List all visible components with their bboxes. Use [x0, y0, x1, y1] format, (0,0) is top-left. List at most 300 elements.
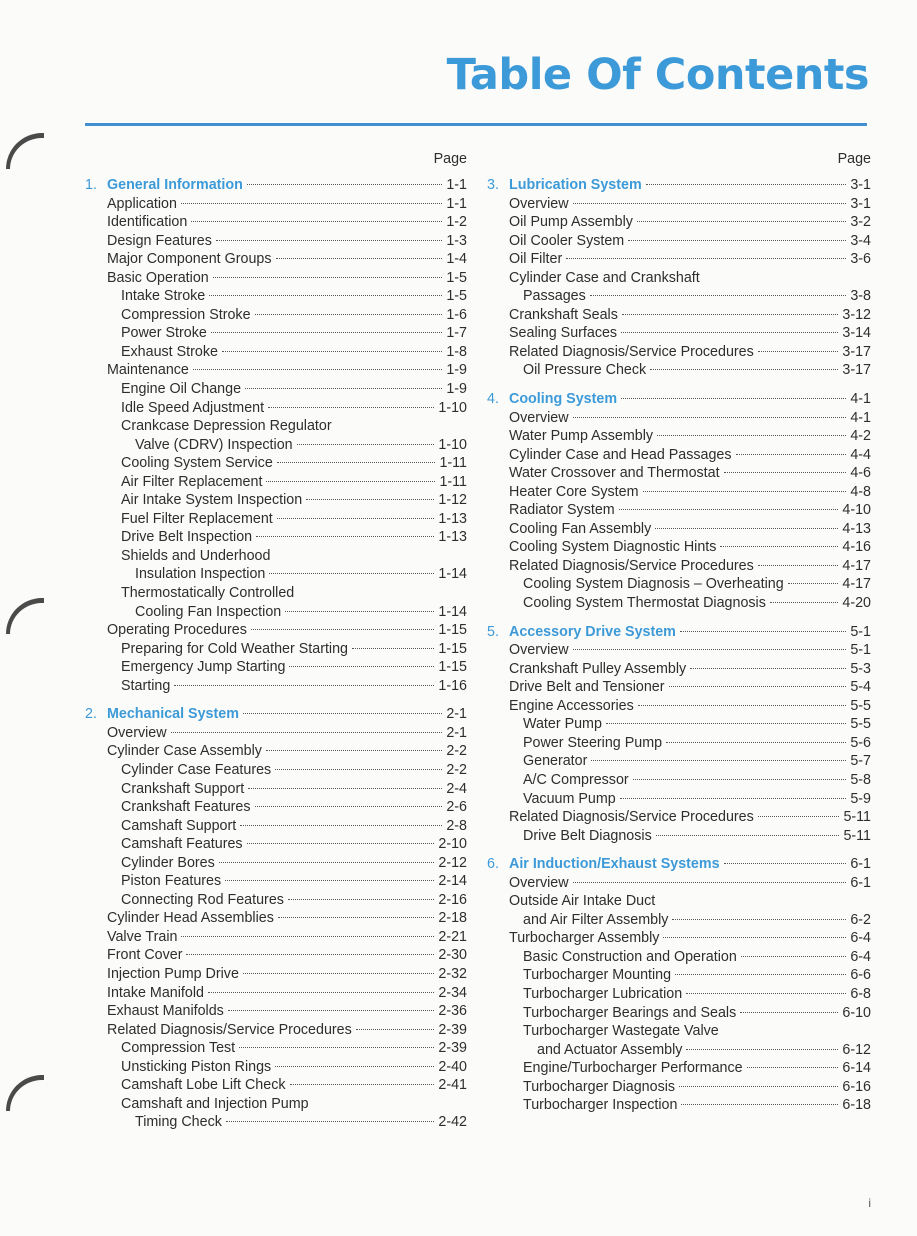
entry-page: 4-13 [842, 520, 871, 537]
toc-entry[interactable] [487, 250, 871, 269]
entry-label: Crankshaft Support [121, 780, 245, 797]
dot-leader [770, 602, 838, 603]
toc-section-heading[interactable] [85, 705, 467, 724]
entry-page: 1-6 [446, 306, 467, 323]
entry-page: 3-1 [850, 177, 871, 193]
dot-leader [646, 184, 847, 185]
toc-entry[interactable] [487, 715, 871, 734]
toc-entry[interactable] [85, 306, 467, 325]
dot-leader [268, 407, 434, 408]
toc-entry[interactable] [487, 213, 871, 232]
entry-label: Idle Speed Adjustment [121, 399, 265, 416]
entry-label: Crankshaft Features [121, 799, 251, 816]
entry-page: 2-2 [446, 743, 467, 760]
dot-leader [297, 444, 435, 445]
toc-entry[interactable] [487, 557, 871, 576]
entry-page: 2-32 [438, 965, 467, 982]
entry-label: Timing Check [135, 1114, 222, 1131]
binder-hole-top [6, 133, 44, 169]
toc-entry[interactable] [85, 250, 467, 269]
toc-entry[interactable] [85, 798, 467, 817]
entry-label: Turbocharger Bearings and Seals [523, 1004, 737, 1021]
entry-page: 3-12 [842, 306, 871, 323]
toc-entry[interactable] [487, 929, 871, 948]
entry-label: Engine Accessories [509, 697, 634, 714]
toc-entry[interactable] [487, 678, 871, 697]
dot-leader [573, 203, 847, 204]
entry-label: Turbocharger Mounting [523, 967, 672, 984]
dot-leader [208, 992, 434, 993]
entry-label: Crankshaft Seals [509, 306, 618, 323]
dot-leader [186, 954, 434, 955]
dot-leader [211, 332, 443, 333]
entry-label: Thermostatically Controlled [121, 585, 295, 602]
entry-label: Overview [509, 195, 569, 212]
dot-leader [239, 1047, 434, 1048]
entry-page: 4-4 [850, 446, 871, 463]
entry-page: 1-11 [439, 455, 467, 472]
entry-page: 1-16 [438, 677, 467, 694]
entry-page: 5-9 [850, 790, 871, 807]
dot-leader [720, 546, 838, 547]
entry-page: 1-5 [446, 269, 467, 286]
entry-page: 1-2 [446, 214, 467, 231]
toc-entry[interactable] [85, 1076, 467, 1095]
entry-page: 4-8 [850, 483, 871, 500]
toc-entry[interactable] [487, 1059, 871, 1078]
dot-leader [758, 351, 839, 352]
dot-leader [788, 583, 839, 584]
entry-label: Valve Train [107, 928, 178, 945]
entry-page: 1-8 [446, 343, 467, 360]
entry-page: 6-6 [850, 967, 871, 984]
entry-label: Fuel Filter Replacement [121, 510, 273, 527]
entry-page: 1-14 [438, 566, 467, 583]
toc-entry[interactable] [487, 1004, 871, 1023]
entry-label: Related Diagnosis/Service Procedures [509, 343, 754, 360]
toc-entry[interactable] [487, 520, 871, 539]
entry-page: 3-17 [842, 343, 871, 360]
entry-label: Injection Pump Drive [107, 965, 239, 982]
dot-leader [277, 462, 436, 463]
toc-entry[interactable] [85, 658, 467, 677]
toc-entry[interactable] [487, 324, 871, 343]
dot-leader [181, 936, 434, 937]
toc-entry[interactable] [487, 1096, 871, 1115]
entry-page: 2-1 [446, 724, 467, 741]
page-column-header: Page [433, 151, 467, 167]
entry-page: 1-10 [438, 399, 467, 416]
entry-label: Water Crossover and Thermostat [509, 465, 720, 482]
toc-section [487, 390, 871, 613]
entry-page: 5-1 [850, 642, 871, 659]
section-title: General Information [107, 177, 243, 193]
toc-entry[interactable] [487, 501, 871, 520]
entry-page: 4-1 [850, 409, 871, 426]
dot-leader [248, 788, 442, 789]
entry-label: Related Diagnosis/Service Procedures [107, 1021, 352, 1038]
entry-page: 5-5 [850, 716, 871, 733]
toc-section [85, 176, 467, 695]
toc-entry[interactable] [487, 195, 871, 214]
toc-entry[interactable] [85, 473, 467, 492]
entry-page: 1-11 [439, 473, 467, 490]
entry-page: 3-2 [850, 214, 871, 231]
dot-leader [193, 369, 442, 370]
entry-label: Oil Filter [509, 251, 563, 268]
entry-page: 4-17 [842, 557, 871, 574]
entry-page: 5-11 [843, 809, 871, 826]
entry-page: 2-1 [446, 706, 467, 723]
entry-label: Intake Manifold [107, 984, 204, 1001]
dot-leader [278, 917, 435, 918]
dot-leader [276, 258, 443, 259]
entry-label: Basic Operation [107, 269, 209, 286]
section-number: 6. [487, 856, 499, 873]
toc-entry[interactable] [85, 324, 467, 343]
dot-leader [621, 332, 838, 333]
toc-entry[interactable] [487, 287, 871, 306]
section-number: 4. [487, 391, 499, 408]
entry-page: 4-2 [850, 428, 871, 445]
toc-entry[interactable] [487, 985, 871, 1004]
dot-leader [226, 1121, 435, 1122]
toc-entry[interactable] [487, 409, 871, 428]
dot-leader [637, 221, 846, 222]
toc-entry[interactable] [487, 1041, 871, 1060]
section-number: 2. [85, 706, 97, 723]
entry-label: Major Component Groups [107, 251, 272, 268]
dot-leader [171, 732, 443, 733]
entry-label: Cooling Fan Inspection [135, 603, 282, 620]
entry-label: Turbocharger Inspection [523, 1097, 678, 1114]
dot-leader [650, 369, 838, 370]
dot-leader [225, 880, 434, 881]
entry-page: 6-1 [850, 856, 871, 873]
toc-entry[interactable] [85, 872, 467, 891]
entry-label: Cylinder Head Assemblies [107, 910, 274, 927]
entry-label: Piston Features [121, 873, 222, 890]
toc-entry[interactable] [487, 966, 871, 985]
entry-label: Oil Pressure Check [523, 362, 647, 379]
dot-leader [275, 769, 442, 770]
toc-column-left [85, 150, 467, 1132]
dot-leader [255, 806, 443, 807]
entry-label: Application [107, 195, 177, 212]
toc-section-heading[interactable] [487, 855, 871, 874]
toc-entry[interactable] [487, 1078, 871, 1097]
toc-entry[interactable] [487, 660, 871, 679]
toc-entry[interactable] [487, 361, 871, 380]
entry-label: Passages [523, 288, 586, 305]
toc-entry[interactable] [85, 1002, 467, 1021]
toc-entry[interactable] [85, 232, 467, 251]
toc-entry[interactable] [85, 1095, 467, 1114]
toc-section-heading[interactable] [487, 623, 871, 642]
dot-leader [619, 509, 839, 510]
toc-entry[interactable] [487, 306, 871, 325]
entry-label: Cylinder Case Assembly [107, 743, 262, 760]
toc-entry[interactable] [85, 510, 467, 529]
toc-entry[interactable] [85, 380, 467, 399]
toc-entry[interactable] [85, 436, 467, 455]
entry-label: Camshaft Support [121, 817, 237, 834]
toc-entry[interactable] [487, 446, 871, 465]
toc-entry[interactable] [85, 417, 467, 436]
toc-entry[interactable] [85, 454, 467, 473]
toc-entry[interactable] [487, 269, 871, 288]
entry-label: Emergency Jump Starting [121, 659, 286, 676]
dot-leader [740, 1012, 838, 1013]
entry-page: 5-7 [850, 753, 871, 770]
dot-leader [240, 825, 442, 826]
dot-leader [181, 203, 442, 204]
toc-entry[interactable] [85, 213, 467, 232]
dot-leader [724, 472, 847, 473]
toc-entry[interactable] [85, 195, 467, 214]
toc-section [85, 705, 467, 1132]
toc-entry[interactable] [487, 752, 871, 771]
entry-page: 4-17 [842, 576, 871, 593]
toc-entry[interactable] [85, 1058, 467, 1077]
entry-label: Camshaft Features [121, 836, 243, 853]
entry-label: Sealing Surfaces [509, 325, 618, 342]
entry-page: 1-9 [446, 362, 467, 379]
entry-label: Crankcase Depression Regulator [121, 418, 332, 435]
dot-leader [247, 843, 435, 844]
entry-label: Oil Cooler System [509, 232, 625, 249]
toc-entry[interactable] [85, 269, 467, 288]
entry-label: Cylinder Case and Head Passages [509, 446, 732, 463]
dot-leader [285, 611, 434, 612]
entry-label: Identification [107, 214, 188, 231]
toc-entry[interactable] [85, 909, 467, 928]
toc-list-left [85, 176, 467, 1132]
dot-leader [758, 816, 840, 817]
toc-entry[interactable] [487, 575, 871, 594]
entry-page: 6-4 [850, 930, 871, 947]
toc-entry[interactable] [487, 464, 871, 483]
dot-leader [656, 835, 840, 836]
toc-entry[interactable] [487, 808, 871, 827]
toc-entry[interactable] [85, 584, 467, 603]
toc-entry[interactable] [487, 892, 871, 911]
toc-entry[interactable] [487, 827, 871, 846]
dot-leader [255, 314, 443, 315]
dot-leader [724, 863, 847, 864]
toc-entry[interactable] [85, 343, 467, 362]
toc-entry[interactable] [487, 232, 871, 251]
entry-label: Compression Test [121, 1040, 236, 1057]
toc-entry[interactable] [85, 603, 467, 622]
toc-entry[interactable] [85, 1039, 467, 1058]
entry-label: Unsticking Piston Rings [121, 1058, 272, 1075]
dot-leader [266, 481, 435, 482]
section-number: 5. [487, 623, 499, 640]
entry-page: 1-12 [438, 492, 467, 509]
entry-label: Outside Air Intake Duct [509, 893, 656, 910]
entry-label: Maintenance [107, 362, 189, 379]
entry-page: 1-15 [438, 640, 467, 657]
toc-entry[interactable] [85, 946, 467, 965]
dot-leader [591, 760, 846, 761]
dot-leader [256, 536, 434, 537]
entry-page: 2-10 [438, 836, 467, 853]
dot-leader [747, 1067, 839, 1068]
toc-entry[interactable] [85, 547, 467, 566]
entry-page: 6-16 [842, 1078, 871, 1095]
toc-entry[interactable] [85, 928, 467, 947]
entry-label: Shields and Underhood [121, 547, 271, 564]
toc-entry[interactable] [85, 780, 467, 799]
entry-page: 6-14 [842, 1060, 871, 1077]
entry-page: 2-8 [446, 817, 467, 834]
entry-label: Cooling System Diagnosis – Overheating [523, 576, 784, 593]
dot-leader [643, 491, 847, 492]
toc-entry[interactable] [487, 911, 871, 930]
toc-entry[interactable] [85, 817, 467, 836]
binder-hole-middle [6, 598, 44, 634]
entry-page: 1-9 [446, 381, 467, 398]
entry-label: Starting [121, 677, 171, 694]
toc-entry[interactable] [85, 854, 467, 873]
entry-label: Oil Pump Assembly [509, 214, 633, 231]
entry-page: 2-2 [446, 761, 467, 778]
entry-page: 3-8 [850, 288, 871, 305]
dot-leader [606, 723, 846, 724]
toc-entry[interactable] [487, 427, 871, 446]
entry-label: Compression Stroke [121, 306, 251, 323]
section-title: Cooling System [509, 391, 618, 408]
entry-label: Connecting Rod Features [121, 891, 284, 908]
entry-label: Crankshaft Pulley Assembly [509, 660, 687, 677]
dot-leader [251, 629, 435, 630]
entry-page: 2-21 [438, 928, 467, 945]
toc-entry[interactable] [85, 528, 467, 547]
toc-entry[interactable] [487, 343, 871, 362]
toc-entry[interactable] [487, 594, 871, 613]
toc-section-heading[interactable] [487, 390, 871, 409]
toc-entry[interactable] [85, 287, 467, 306]
entry-page: 5-1 [850, 623, 871, 640]
entry-label: Exhaust Stroke [121, 343, 218, 360]
toc-entry[interactable] [487, 483, 871, 502]
entry-label: Vacuum Pump [523, 790, 616, 807]
toc-entry[interactable] [85, 984, 467, 1003]
entry-page: 1-5 [446, 288, 467, 305]
toc-entry[interactable] [85, 724, 467, 743]
toc-entry[interactable] [85, 565, 467, 584]
toc-entry[interactable] [85, 677, 467, 696]
toc-entry[interactable] [85, 835, 467, 854]
entry-page: 5-3 [850, 660, 871, 677]
entry-page: 6-2 [850, 911, 871, 928]
entry-page: 6-4 [850, 948, 871, 965]
toc-entry[interactable] [85, 965, 467, 984]
entry-page: 3-17 [842, 362, 871, 379]
entry-page: 1-15 [438, 659, 467, 676]
entry-label: Radiator System [509, 502, 615, 519]
dot-leader [213, 277, 443, 278]
entry-page: 4-16 [842, 539, 871, 556]
dot-leader [290, 1084, 435, 1085]
entry-label: Insulation Inspection [135, 566, 266, 583]
entry-label: Exhaust Manifolds [107, 1003, 224, 1020]
entry-label: Air Filter Replacement [121, 473, 263, 490]
entry-page: 3-6 [850, 251, 871, 268]
toc-entry[interactable] [487, 734, 871, 753]
entry-page: 2-40 [438, 1058, 467, 1075]
entry-page: 6-1 [850, 874, 871, 891]
entry-page: 2-14 [438, 873, 467, 890]
toc-list-right [487, 176, 871, 1115]
toc-entry[interactable] [85, 1021, 467, 1040]
entry-page: 2-16 [438, 891, 467, 908]
dot-leader [289, 666, 434, 667]
entry-label: Heater Core System [509, 483, 639, 500]
toc-entry[interactable] [487, 538, 871, 557]
toc-entry[interactable] [85, 399, 467, 418]
entry-label: Drive Belt Inspection [121, 529, 253, 546]
toc-entry[interactable] [85, 491, 467, 510]
toc-entry[interactable] [85, 761, 467, 780]
dot-leader [288, 899, 434, 900]
toc-entry[interactable] [85, 621, 467, 640]
dot-leader [686, 993, 846, 994]
toc-entry[interactable] [487, 641, 871, 660]
entry-page: 6-12 [842, 1041, 871, 1058]
dot-leader [681, 1104, 838, 1105]
toc-entry[interactable] [85, 361, 467, 380]
section-title: Lubrication System [509, 177, 642, 193]
toc-section-heading[interactable] [487, 176, 871, 195]
entry-page: 1-4 [446, 251, 467, 268]
entry-page: 3-4 [850, 232, 871, 249]
dot-leader [247, 184, 442, 185]
entry-label: and Air Filter Assembly [523, 911, 669, 928]
entry-label: Water Pump Assembly [509, 428, 654, 445]
toc-entry[interactable] [85, 640, 467, 659]
entry-page: 5-5 [850, 697, 871, 714]
entry-label: Drive Belt Diagnosis [523, 827, 652, 844]
toc-entry[interactable] [487, 874, 871, 893]
toc-entry[interactable] [487, 1022, 871, 1041]
toc-section-heading[interactable] [85, 176, 467, 195]
dot-leader [191, 221, 442, 222]
toc-entry[interactable] [85, 1113, 467, 1132]
dot-leader [666, 742, 846, 743]
toc-entry[interactable] [487, 697, 871, 716]
toc-entry[interactable] [487, 790, 871, 809]
entry-label: Power Steering Pump [523, 734, 663, 751]
entry-label: Generator [523, 753, 588, 770]
entry-page: 4-10 [842, 502, 871, 519]
dot-leader [219, 862, 435, 863]
entry-label: Front Cover [107, 947, 183, 964]
dot-leader [566, 258, 846, 259]
dot-leader [672, 919, 846, 920]
entry-label: Valve (CDRV) Inspection [135, 436, 293, 453]
toc-entry[interactable] [487, 771, 871, 790]
page-column-header: Page [837, 151, 871, 167]
entry-page: 6-18 [842, 1097, 871, 1114]
dot-leader [352, 648, 434, 649]
toc-entry[interactable] [85, 742, 467, 761]
dot-leader [277, 518, 435, 519]
entry-label: Cylinder Case Features [121, 761, 272, 778]
toc-entry[interactable] [85, 891, 467, 910]
toc-entry[interactable] [487, 948, 871, 967]
